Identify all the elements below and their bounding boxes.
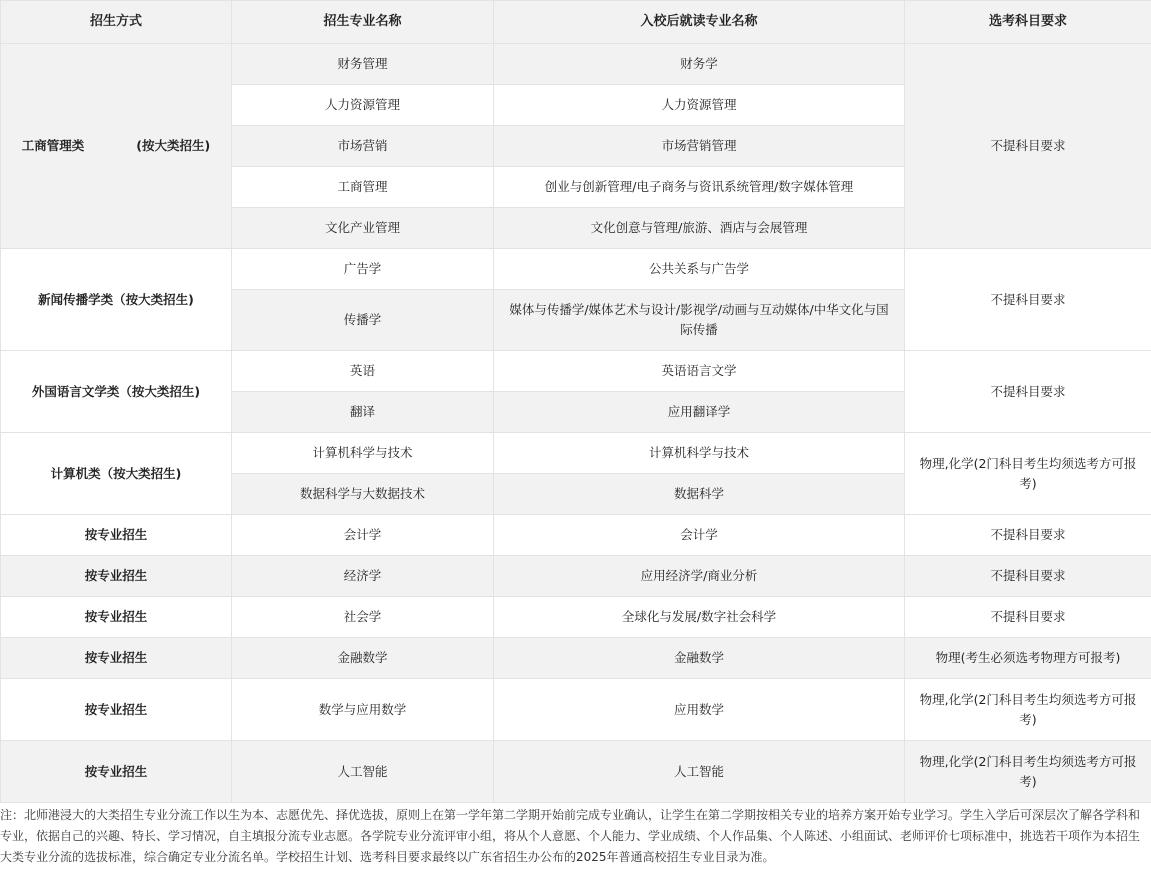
study-cell: 文化创意与管理/旅游、酒店与会展管理 [494, 208, 905, 249]
requirement-cell: 物理,化学(2门科目考生均须选考方可报考) [905, 741, 1151, 803]
table-row [1, 44, 1151, 85]
method-cell: 按专业招生 [1, 515, 232, 556]
requirement-cell: 物理(考生必须选考物理方可报考) [905, 638, 1151, 679]
study-cell: 创业与创新管理/电子商务与资讯系统管理/数字媒体管理 [494, 167, 905, 208]
header-study: 入校后就读专业名称 [494, 1, 905, 44]
study-cell: 人力资源管理 [494, 85, 905, 126]
header-major: 招生专业名称 [232, 1, 494, 44]
study-cell: 金融数学 [494, 638, 905, 679]
method-suffix: (按大类招生) [136, 138, 211, 153]
requirement-cell: 不提科目要求 [905, 249, 1151, 351]
method-cell: 新闻传播学类（按大类招生) [1, 249, 232, 351]
study-cell: 应用翻译学 [494, 392, 905, 433]
major-cell: 文化产业管理 [232, 208, 494, 249]
major-cell: 计算机科学与技术 [232, 433, 494, 474]
major-cell: 会计学 [232, 515, 494, 556]
header-row [1, 1, 1151, 44]
study-cell: 应用数学 [494, 679, 905, 741]
table-row [1, 515, 1151, 556]
footnote: 注：北师港浸大的大类招生专业分流工作以生为本、志愿优先、择优选拔，原则上在第一学年第二学期开始前完成专业确认，让学生在第二学期按相关专业的培养方案开始专业学习。学生入学后可深层次了解各学科和专业，依据自己的兴趣、特长、学习情况，自主填报分流专业志愿。各学院专业分流评审小组，将从个人意愿、个人能力、学业成绩、个人作品集、个人陈述、小组面试、老师评价七项标准中，挑选若干项作为本招生大类专业分流的选拔标准，综合确定专业分流名单。学校招生计划、选考科目要求最终以广东省招生办公布的2025年普通高校招生专业目录为准。 [0, 808, 1141, 864]
study-cell: 应用经济学/商业分析 [494, 556, 905, 597]
study-cell: 数据科学 [494, 474, 905, 515]
table-row [1, 741, 1151, 803]
study-cell: 媒体与传播学/媒体艺术与设计/影视学/动画与互动媒体/中华文化与国际传播 [494, 290, 905, 351]
method-cell: 外国语言文学类（按大类招生) [1, 351, 232, 433]
method-cell: 按专业招生 [1, 556, 232, 597]
table-row [1, 638, 1151, 679]
study-cell: 计算机科学与技术 [494, 433, 905, 474]
requirement-cell: 物理,化学(2门科目考生均须选考方可报考) [905, 433, 1151, 515]
major-cell: 财务管理 [232, 44, 494, 85]
requirement-cell: 不提科目要求 [905, 556, 1151, 597]
table-row [1, 556, 1151, 597]
major-cell: 英语 [232, 351, 494, 392]
study-cell: 英语语言文学 [494, 351, 905, 392]
major-cell: 传播学 [232, 290, 494, 351]
table-row [1, 433, 1151, 474]
method-cell: 按专业招生 [1, 679, 232, 741]
requirement-cell: 不提科目要求 [905, 597, 1151, 638]
table-row [1, 597, 1151, 638]
table-row [1, 679, 1151, 741]
study-cell: 财务学 [494, 44, 905, 85]
table-row [1, 351, 1151, 392]
major-cell: 经济学 [232, 556, 494, 597]
header-requirement: 选考科目要求 [905, 1, 1151, 44]
method-cell [1, 44, 232, 249]
table-row [1, 249, 1151, 290]
method-cell: 按专业招生 [1, 638, 232, 679]
method-cell: 计算机类（按大类招生) [1, 433, 232, 515]
method-cell: 按专业招生 [1, 741, 232, 803]
major-cell: 工商管理 [232, 167, 494, 208]
major-cell: 数学与应用数学 [232, 679, 494, 741]
major-cell: 市场营销 [232, 126, 494, 167]
study-cell: 公共关系与广告学 [494, 249, 905, 290]
requirement-cell: 物理,化学(2门科目考生均须选考方可报考) [905, 679, 1151, 741]
method-cell: 按专业招生 [1, 597, 232, 638]
study-cell: 人工智能 [494, 741, 905, 803]
study-cell: 市场营销管理 [494, 126, 905, 167]
study-cell: 全球化与发展/数字社会科学 [494, 597, 905, 638]
major-cell: 人力资源管理 [232, 85, 494, 126]
major-cell: 数据科学与大数据技术 [232, 474, 494, 515]
major-cell: 金融数学 [232, 638, 494, 679]
requirement-cell: 不提科目要求 [905, 44, 1151, 249]
major-cell: 社会学 [232, 597, 494, 638]
method-label: 工商管理类 [21, 138, 85, 153]
requirement-cell: 不提科目要求 [905, 351, 1151, 433]
major-cell: 人工智能 [232, 741, 494, 803]
requirement-cell: 不提科目要求 [905, 515, 1151, 556]
study-cell: 会计学 [494, 515, 905, 556]
major-cell: 翻译 [232, 392, 494, 433]
header-method: 招生方式 [1, 1, 232, 44]
major-cell: 广告学 [232, 249, 494, 290]
